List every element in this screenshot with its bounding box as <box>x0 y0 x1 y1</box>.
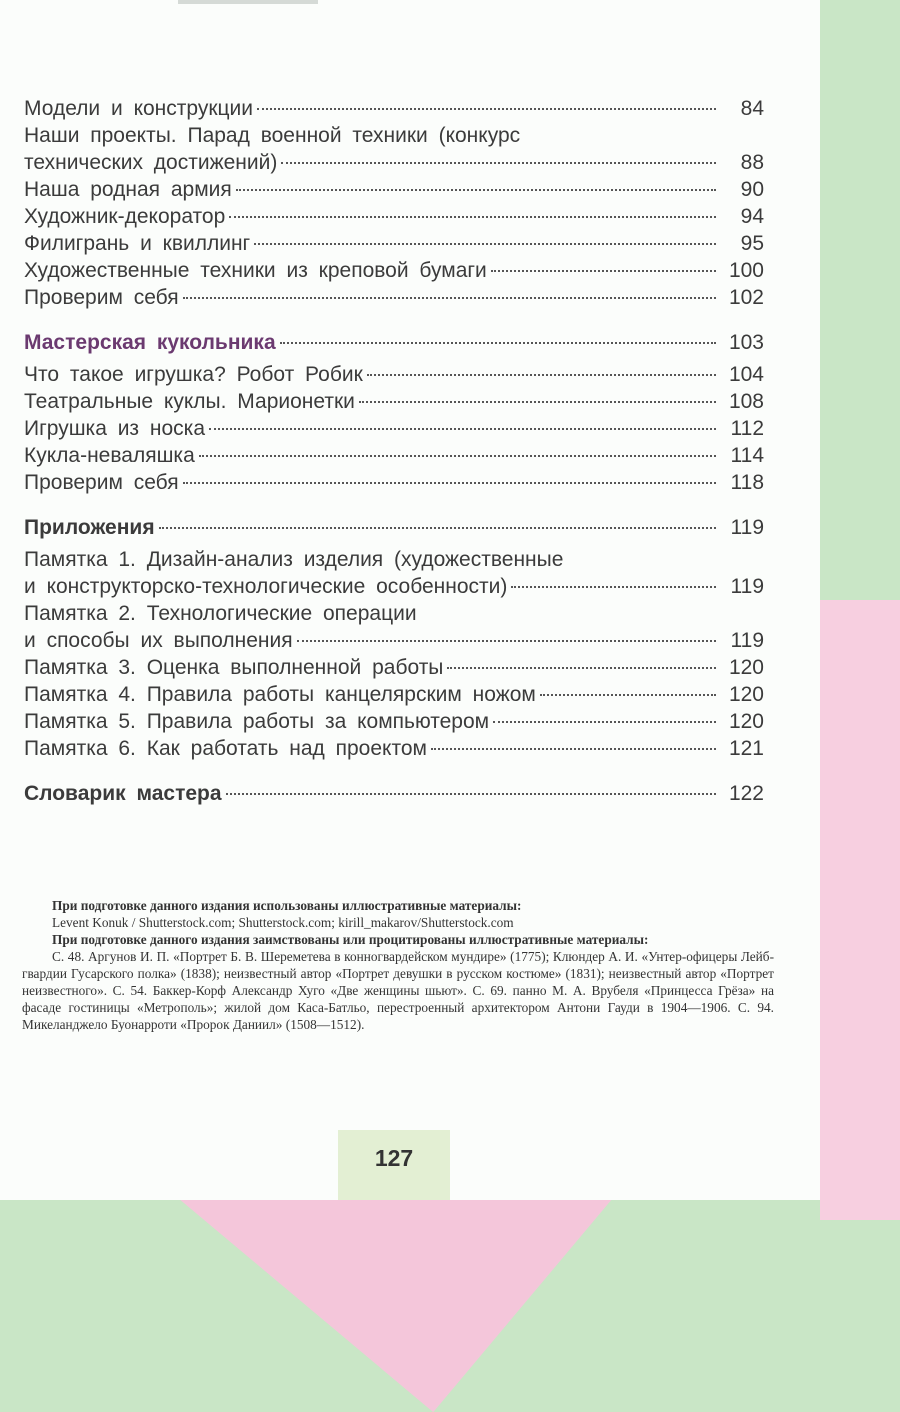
toc-entry-page: 90 <box>740 178 764 201</box>
toc-entry-page: 114 <box>730 444 764 467</box>
toc-section-heading[interactable] <box>24 516 764 548</box>
credits-heading: При подготовке данного издания использованы иллюстративные материалы: <box>52 898 522 913</box>
toc-entry-title: Памятка 1. Дизайн-анализ изделия (художественные <box>24 548 564 571</box>
dot-leader <box>431 748 716 750</box>
credits-sources: Levent Konuk / Shutterstock.com; Shutterstock.com; kirill_makarov/Shutterstock.com <box>52 915 514 930</box>
section-page: 103 <box>728 331 764 354</box>
toc-entry-title: и конструкторско-технологические особенности) <box>24 575 508 598</box>
toc-entry[interactable] <box>24 575 764 602</box>
dot-leader <box>183 297 716 299</box>
section-title: Мастерская кукольника <box>24 331 276 354</box>
section-page: 122 <box>728 782 764 805</box>
toc-entry-title: Памятка 2. Технологические операции <box>24 602 417 625</box>
toc-entry[interactable] <box>24 471 764 498</box>
credits-body: С. 48. Аргунов И. П. «Портрет Б. В. Шереметева в конногвардейском мундире» (1775); Клюндер А. И. «Унтер-офицеры Лейб-гвардии Гусарского полка» (1838); неизвестный автор «Портрет девушки в русском костюме» (1831); неизвестный автор «Портрет неизвестного». С. 54. Баккер-Корф Александр Хуго «Две женщины шьют». С. 69. панно М. А. Врубеля «Принцесса Грёза» на фасаде гостиницы «Метрополь»; жилой дом Каса-Батльо, перестроенный архитектором Антони Гауди в 1904—1906. С. 94. Микеланджело Буонарроти «Пророк Даниил» (1508—1512). <box>22 949 774 1032</box>
toc-entry[interactable] <box>24 178 764 205</box>
toc-entry-title: Модели и конструкции <box>24 97 254 120</box>
dot-leader <box>199 455 716 457</box>
dot-leader <box>226 793 716 795</box>
toc-entry[interactable] <box>24 683 764 710</box>
toc-entry[interactable] <box>24 417 764 444</box>
toc-section-heading[interactable] <box>24 782 764 814</box>
dot-leader <box>359 401 716 403</box>
toc-entry-title: Кукла-неваляшка <box>24 444 195 467</box>
toc-entry[interactable] <box>24 390 764 417</box>
section-title: Словарик мастера <box>24 782 222 805</box>
toc-entry-first-line <box>24 602 764 629</box>
dot-leader <box>511 586 716 588</box>
toc-entry-page: 119 <box>730 629 764 652</box>
toc-entry-title: Наша родная армия <box>24 178 232 201</box>
toc-entry-page: 94 <box>740 205 764 228</box>
toc-entry-page: 120 <box>728 656 764 679</box>
pink-background-strip <box>820 600 900 1220</box>
dot-leader <box>367 374 716 376</box>
toc-entry-title: Театральные куклы. Марионетки <box>24 390 355 413</box>
toc-entry-page: 95 <box>740 232 764 255</box>
top-rule <box>178 0 318 4</box>
toc-entry-page: 120 <box>728 710 764 733</box>
toc-entry-first-line <box>24 124 764 151</box>
dot-leader <box>491 270 716 272</box>
toc-entry[interactable] <box>24 259 764 286</box>
dot-leader <box>236 189 716 191</box>
dot-leader <box>493 721 716 723</box>
toc-entry-page: 119 <box>730 575 764 598</box>
toc-entry[interactable] <box>24 737 764 764</box>
toc-entry-page: 104 <box>728 363 764 386</box>
toc-entry-first-line <box>24 548 764 575</box>
toc-entry-page: 102 <box>728 286 764 309</box>
toc-entry-title: Памятка 5. Правила работы за компьютером <box>24 710 490 733</box>
illustration-credits <box>22 897 774 1033</box>
table-of-contents <box>24 97 764 814</box>
dot-leader <box>280 342 716 344</box>
toc-entry[interactable] <box>24 97 764 124</box>
dot-leader <box>257 108 716 110</box>
toc-entry-title: Художник-декоратор <box>24 205 226 228</box>
dot-leader <box>229 216 716 218</box>
toc-entry-title: и способы их выполнения <box>24 629 293 652</box>
dot-leader <box>281 162 716 164</box>
toc-entry[interactable] <box>24 286 764 313</box>
toc-entry-page: 100 <box>728 259 764 282</box>
dot-leader <box>254 243 716 245</box>
toc-entry[interactable] <box>24 656 764 683</box>
toc-section-heading[interactable] <box>24 331 764 363</box>
section-title: Приложения <box>24 516 155 539</box>
toc-entry[interactable] <box>24 232 764 259</box>
toc-entry[interactable] <box>24 363 764 390</box>
spacer <box>24 498 764 516</box>
toc-entry[interactable] <box>24 444 764 471</box>
toc-entry-title: Художественные техники из креповой бумаги <box>24 259 487 282</box>
toc-entry[interactable] <box>24 629 764 656</box>
toc-entry-title: Памятка 6. Как работать над проектом <box>24 737 427 760</box>
toc-entry-page: 112 <box>730 417 764 440</box>
toc-entry-title: Игрушка из носка <box>24 417 206 440</box>
dot-leader <box>447 667 716 669</box>
toc-entry-title: Проверим себя <box>24 286 179 309</box>
dot-leader <box>540 694 716 696</box>
toc-entry-page: 84 <box>740 97 764 120</box>
toc-entry-title: Памятка 4. Правила работы канцелярским ножом <box>24 683 536 706</box>
page-number: 127 <box>374 1145 414 1171</box>
toc-entry-title: Наши проекты. Парад военной техники (конкурс <box>24 124 521 147</box>
toc-entry-page: 120 <box>728 683 764 706</box>
toc-entry-page: 118 <box>730 471 764 494</box>
dot-leader <box>159 527 716 529</box>
toc-entry-title: Филигрань и квиллинг <box>24 232 251 255</box>
toc-entry[interactable] <box>24 710 764 737</box>
dot-leader <box>183 482 716 484</box>
toc-entry-title: Памятка 3. Оценка выполненной работы <box>24 656 444 679</box>
toc-entry-title: технических достижений) <box>24 151 278 174</box>
spacer <box>24 313 764 331</box>
toc-entry[interactable] <box>24 151 764 178</box>
dot-leader <box>209 428 716 430</box>
toc-entry-page: 121 <box>728 737 764 760</box>
toc-entry-page: 108 <box>728 390 764 413</box>
section-page: 119 <box>730 516 764 539</box>
toc-entry-title: Проверим себя <box>24 471 179 494</box>
toc-entry[interactable] <box>24 205 764 232</box>
spacer <box>24 764 764 782</box>
toc-entry-title: Что такое игрушка? Робот Робик <box>24 363 363 386</box>
credits-heading: При подготовке данного издания заимствованы или процитированы иллюстративные материалы: <box>52 932 649 947</box>
dot-leader <box>297 640 716 642</box>
toc-entry-page: 88 <box>740 151 764 174</box>
